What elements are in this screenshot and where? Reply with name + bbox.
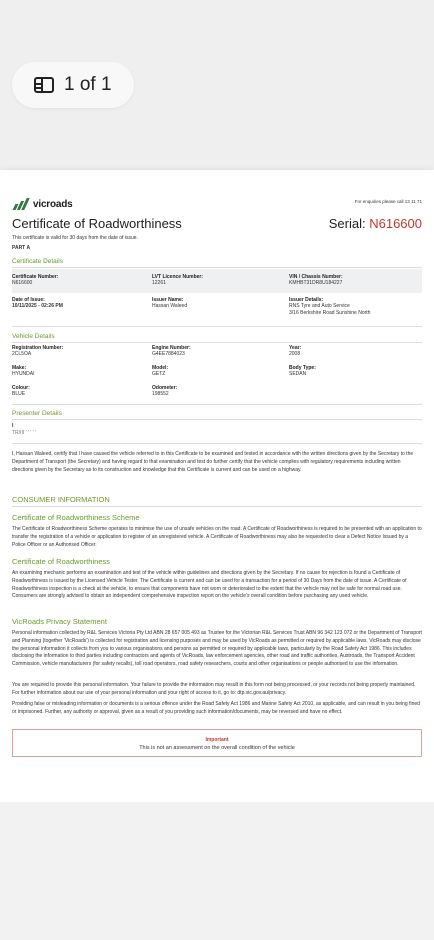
- certificate-info-heading: Certificate of Roadworthiness: [12, 557, 110, 566]
- registration-field: [12, 345, 63, 358]
- vehicle-details-heading: Vehicle Details: [12, 333, 55, 340]
- page-indicator-label: 1 of 1: [64, 74, 112, 95]
- presenter-details-heading: Presenter Details: [12, 410, 62, 417]
- field-label: Issuer Name:: [152, 297, 184, 303]
- field-label: Make:: [12, 365, 27, 371]
- issuer-details-field: [289, 297, 370, 317]
- lvt-field: [152, 274, 203, 287]
- field-value: 10/11/2025 - 02:26 PM: [12, 303, 63, 309]
- logo-text: vicroads: [33, 198, 73, 210]
- divider: [12, 267, 422, 268]
- field-label: VIN / Chassis Number:: [289, 274, 343, 280]
- field-value: 2CL5OA: [12, 351, 32, 357]
- divider: [12, 326, 422, 327]
- important-heading: Important: [205, 737, 229, 743]
- field-label: Body Type:: [289, 365, 316, 371]
- field-label: Odometer:: [152, 385, 178, 391]
- vicroads-logo: [12, 198, 73, 210]
- field-value: 2008: [289, 351, 301, 357]
- part-label: PART A: [12, 245, 31, 251]
- privacy-text-2: You are required to provide this personal information. Your failure to provide the information may result in this form not being processed, or your records not being properly maintained. For further information about our use of your personal information and your right of access to it, go to: dtp.vic.gov.au/privacy.: [12, 682, 416, 696]
- field-value: KMHBT31DR8U184227: [289, 280, 343, 286]
- presenter-line-1: I: [12, 423, 14, 429]
- field-label: Year:: [289, 345, 302, 351]
- field-label: Engine Number:: [152, 345, 191, 351]
- field-label: Issuer Details:: [289, 297, 324, 303]
- privacy-heading: VicRoads Privacy Statement: [12, 617, 107, 626]
- field-label: Certificate Number:: [12, 274, 59, 280]
- field-value: BLUE: [12, 391, 26, 397]
- consumer-info-heading: CONSUMER INFORMATION: [12, 495, 110, 504]
- certificate-info-text: An examining mechanic performs an examination and test of the vehicle within guidelines and directions given by the Secretary. If no cause for rejection is found a Certificate of Roadworthiness is issued by the Licensed Vehicle Tester. The Certificate is current and can be used for a transaction for a period of 30 Days from the date of issue. A Certificate of Roadworthiness inspection is a check at the vehicle, to ensure that components have not worn or deteriorated to the extent that the vehicle may not be safe for normal road use. Consumers are strongly advised to obtain an independent comprehensive inspection report on the vehicle's overall condition before purchasing any used vehicle.: [12, 570, 407, 600]
- odometer-field: [152, 385, 177, 398]
- privacy-text-1: Personal information collected by R&L Services Victoria Pty Ltd ABN 28 657 005 493 as Trustee for the Victorian R&L Services Trust ABN 96 342 123 072 or the Department of Transport and Planning (together 'VicRoads') is collected for registration and licensing purposes and may be used by VicRoads as permitted or required by applicable laws. VicRoads may disclose the personal information it collects from you to various organisations and persons as permitted or required by applicable laws, particularly by the Road Safety Act 1986. This includes disclosing the information to third parties including contractors and agents of VicRoads, law enforcement agencies, other road and traffic authorities, Austroads, the Transport Accident Commission, vehicle manufacturers (for safety recalls), toll road operators, road safety researchers, courts and other organisations or people authorised to use the information.: [12, 630, 422, 667]
- field-value: 12261: [152, 280, 166, 286]
- field-value: N616600: [12, 280, 33, 286]
- viewer-background-bottom: [0, 802, 434, 940]
- issuer-name-field: [152, 297, 187, 310]
- field-value: RNS Tyre and Auto Service: [289, 303, 350, 309]
- vin-field: [289, 274, 343, 287]
- divider: [12, 342, 422, 343]
- field-label: LVT Licence Number:: [152, 274, 204, 280]
- privacy-text-3: Providing false or misleading information or documents is a serious offence under the Road Safety Act 1986 and Marine Safety Act 2010, as applicable, and can result in you being fined or imprisoned. Further, any authority or approval, given as a result of you providing such information/documents, may be reversed and have no effect.: [12, 701, 420, 715]
- field-label: Model:: [152, 365, 169, 371]
- field-value: G4EE7884023: [152, 351, 185, 357]
- sidebar-pages-icon: [34, 77, 54, 93]
- field-value: HYUNDAI: [12, 371, 35, 377]
- serial-label: Serial:: [328, 216, 370, 231]
- colour-field: [12, 385, 30, 398]
- engine-field: [152, 345, 191, 358]
- page-indicator[interactable]: [12, 62, 134, 108]
- vicroads-logo-icon: [12, 198, 30, 210]
- important-text: This is not an assessment on the overall condition of the vehicle: [139, 745, 295, 751]
- certificate-title: Certificate of Roadworthiness: [12, 216, 182, 231]
- field-value: 3/16 Berkshire Road Sunshine North: [289, 310, 371, 316]
- body-type-field: [289, 365, 316, 378]
- serial-number: N616600: [369, 216, 422, 231]
- validity-text: This certificate is valid for 30 days from the date of issue.: [12, 235, 138, 241]
- divider: [12, 443, 422, 444]
- serial: [329, 216, 422, 231]
- declaration-text: I, Hassan Waleed, certify that I have caused the vehicle referred to in this Certificate to be examined and tested in accordance with the written directions given by the Secretary to the Department of Transport (the Secretary) and having regard to that examination and test do further certify that the vehicle complies with regulatory requirements including written directions given by the Secretary as to its construction and knowledge that this Certificate is current and can be used on a highway.: [12, 451, 414, 473]
- field-label: Registration Number:: [12, 345, 64, 351]
- scheme-heading: Certificate of Roadworthiness Scheme: [12, 513, 140, 522]
- field-value: SEDAN: [289, 371, 307, 377]
- make-field: [12, 365, 35, 378]
- certificate-number-field: [12, 274, 58, 287]
- certificate-details-heading: Certificate Details: [12, 258, 63, 265]
- field-label: Colour:: [12, 385, 30, 391]
- divider: [12, 419, 422, 420]
- scheme-text: The Certificate of Roadworthiness Scheme operates to minimise the use of unsafe vehicles on the road. A Certificate of Roadworthiness is required to be presented with an application to transfer the registration of a vehicle or application to register of an unregistered vehicle. A Certificate of Roadworthiness may also be requested to clear a Defect Notice Issued by a Police Officer or an Authorised Officer.: [12, 526, 422, 548]
- field-value: Hassan Waleed: [152, 303, 188, 309]
- certificate-details-band: [12, 269, 422, 293]
- presenter-line-2: TR/III ' ' ' ' ': [12, 430, 36, 436]
- year-field: [289, 345, 301, 358]
- field-value: 198552: [152, 391, 169, 397]
- divider: [12, 404, 422, 405]
- enquiries-text: For enquiries please call 13 11 71: [354, 199, 422, 204]
- important-notice-box: [12, 729, 422, 757]
- field-value: GETZ: [152, 371, 166, 377]
- field-label: Date of Issue:: [12, 297, 45, 303]
- divider: [12, 506, 422, 507]
- model-field: [152, 365, 168, 378]
- date-field: [12, 297, 63, 310]
